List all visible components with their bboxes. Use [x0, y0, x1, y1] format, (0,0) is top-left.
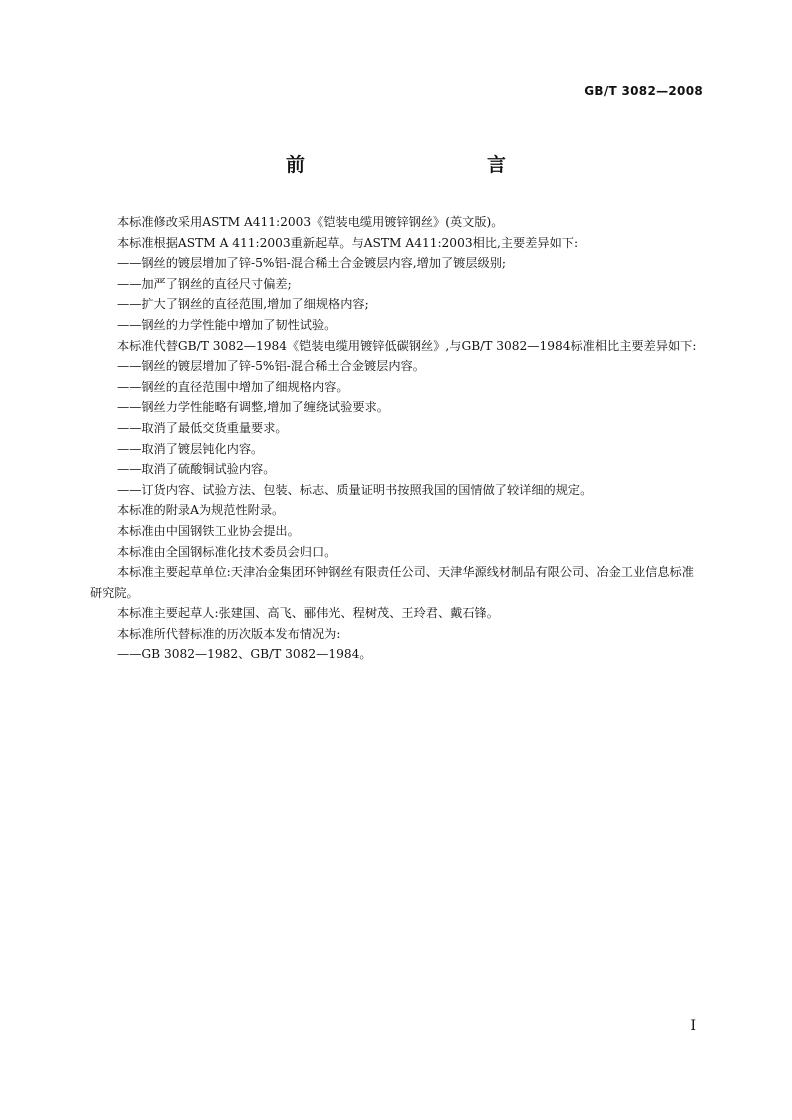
paragraph: 本标准主要起草单位:天津冶金集团环钟钢丝有限责任公司、天津华源线材制品有限公司、冶金工业信息标准研究院。: [90, 565, 694, 600]
list-item: ——取消了镀层钝化内容。: [117, 441, 264, 456]
list-item: ——订货内容、试验方法、包装、标志、质量证明书按照我国的国情做了较详细的规定。: [117, 482, 593, 497]
page-title: 前 言: [285, 154, 554, 176]
paragraph: 本标准的附录A为规范性附录。: [117, 503, 285, 518]
paragraph: 本标准根据ASTM A 411:2003重新起草。与ASTM A411:2003相比,主要差异如下:: [117, 235, 579, 250]
list-item: ——取消了最低交货重量要求。: [117, 420, 288, 435]
list-item: ——加严了钢丝的直径尺寸偏差;: [117, 276, 292, 291]
document-body: [90, 212, 704, 665]
list-item: ——钢丝的直径范围中增加了细规格内容。: [117, 379, 349, 394]
standard-code: GB/T 3082—2008: [584, 84, 703, 98]
paragraph: 本标准修改采用ASTM A411:2003《铠装电缆用镀锌钢丝》(英文版)。: [117, 215, 504, 229]
paragraph: 本标准主要起草人:张建国、高飞、郦伟光、程树茂、王玲君、戴石锋。: [117, 606, 499, 621]
paragraph: 本标准代替GB/T 3082—1984《铠装电缆用镀锌低碳钢丝》,与GB/T 3082—1984标准相比主要差异如下:: [117, 338, 697, 353]
paragraph: 本标准由全国钢标准化技术委员会归口。: [117, 544, 337, 559]
list-item: ——取消了硫酸铜试验内容。: [117, 462, 276, 477]
list-item: ——钢丝力学性能略有调整,增加了缠绕试验要求。: [117, 400, 389, 415]
list-item: ——钢丝的镀层增加了锌-5%铝-混合稀土合金镀层内容。: [117, 359, 425, 374]
paragraph: 本标准所代替标准的历次版本发布情况为:: [117, 626, 341, 641]
list-item: ——GB 3082—1982、GB/T 3082—1984。: [117, 647, 372, 662]
paragraph: 本标准由中国钢铁工业协会提出。: [117, 523, 300, 538]
list-item: ——扩大了钢丝的直径范围,增加了细规格内容;: [117, 297, 369, 312]
page-number: I: [690, 1018, 696, 1034]
list-item: ——钢丝的力学性能中增加了韧性试验。: [117, 317, 337, 332]
list-item: ——钢丝的镀层增加了锌-5%铝-混合稀土合金镀层内容,增加了镀层级别;: [117, 256, 506, 271]
